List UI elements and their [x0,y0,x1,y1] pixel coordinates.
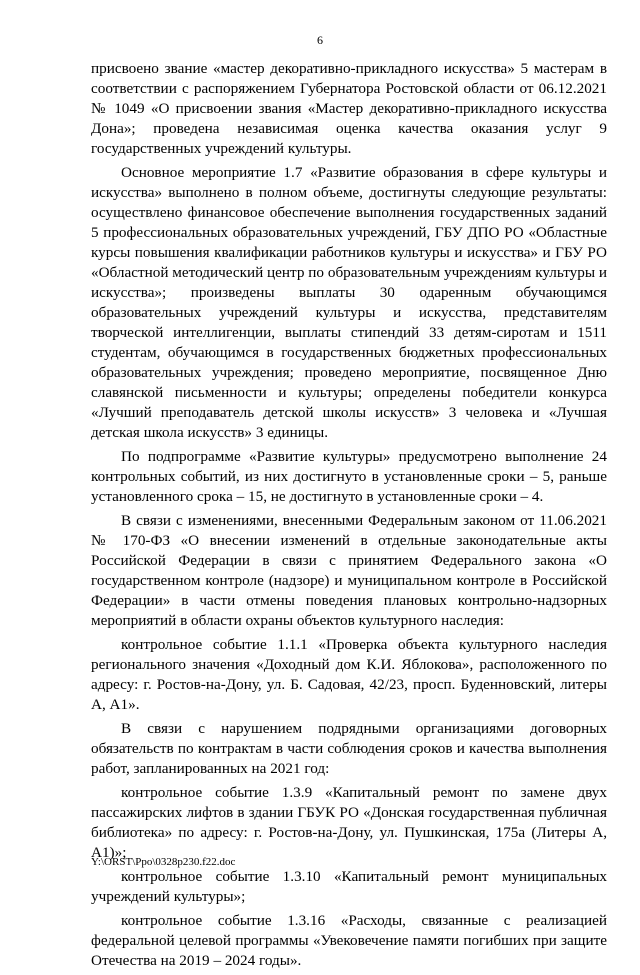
page-number: 6 [317,33,323,47]
paragraph-control-event-1-1-1: контрольное событие 1.1.1 «Проверка объекта культурного наследия регионального значения «Доходный дом К.И. Яблокова», расположенного по адресу: г. Ростов-на-Дону, ул. Б. Садовая, 42/23, просп. Буденновский, литеры А, А1». [91,636,607,713]
paragraph-federal-law-changes: В связи с изменениями, внесенными Федеральным законом от 11.06.2021 № 170-ФЗ «О внесении изменений в отдельные законодательные акты Российской Федерации в связи с принятием Федерального закона «О государственном контроле (надзоре) и муниципальном контроле в Российской Федерации» в части отмены поведения плановых контрольно-надзорных мероприятий в области охраны объектов культурного наследия: [91,512,607,629]
file-path-footer: Y:\ORST\Ppo\0328p230.f22.doc [91,856,236,868]
paragraph-subprogram-summary: По подпрограмме «Развитие культуры» предусмотрено выполнение 24 контрольных событий, из них достигнуто в установленные сроки – 5, раньше установленного срока – 15, не достигнуто в установленные сроки – 4. [91,448,607,505]
paragraph-control-event-1-3-10: контрольное событие 1.3.10 «Капитальный ремонт муниципальных учреждений культуры»; [91,868,607,905]
paragraph-control-event-1-3-9: контрольное событие 1.3.9 «Капитальный ремонт по замене двух пассажирских лифтов в здании ГБУК РО «Донская государственная публичная библиотека» по адресу: г. Ростов-на-Дону, ул. Пушкинская, 175а (Литеры А, А1)»; [91,784,607,861]
paragraph-contractor-violations: В связи с нарушением подрядными организациями договорных обязательств по контрактам в части соблюдения сроков и качества выполнения работ, запланированных на 2021 год: [91,720,607,777]
paragraph-award-and-quality-assessment: присвоено звание «мастер декоративно-прикладного искусства» 5 мастерам в соответствии с распоряжением Губернатора Ростовской области от 06.12.2021 № 1049 «О присвоении звания «Мастер декоративно-прикладного искусства Дона»; проведена независимая оценка качества оказания услуг 9 государственных учреждений культуры. [91,60,607,157]
paragraph-main-activity-1-7: Основное мероприятие 1.7 «Развитие образования в сфере культуры и искусства» выполнено в полном объеме, достигнуты следующие результаты: осуществлено финансовое обеспечение выполнения государственных заданий 5 профессиональных образовательных учреждений, ГБУ ДПО РО «Областные курсы повышения квалификации работников культуры и искусства» и ГБУ РО «Областной методический центр по образовательным учреждениям культуры и искусства»; произведены выплаты 30 одаренным обучающимся образовательных учреждений культуры и искусства, представителям творческой интеллигенции, выплаты стипендий 33 детям-сиротам и 1511 студентам, обучающимся в государственных бюджетных профессиональных образовательных учреждения; проведено мероприятие, посвященное Дню славянской письменности и культуры; определены победители конкурса «Лучший преподаватель детской школы искусств» 3 человека и «Лучшая детская школа искусств» 3 единицы. [91,164,607,441]
document-body [91,59,607,975]
paragraph-control-event-1-3-16: контрольное событие 1.3.16 «Расходы, связанные с реализацией федеральной целевой программы «Увековечение памяти погибших при защите Отечества на 2019 – 2024 годы». [91,912,607,969]
